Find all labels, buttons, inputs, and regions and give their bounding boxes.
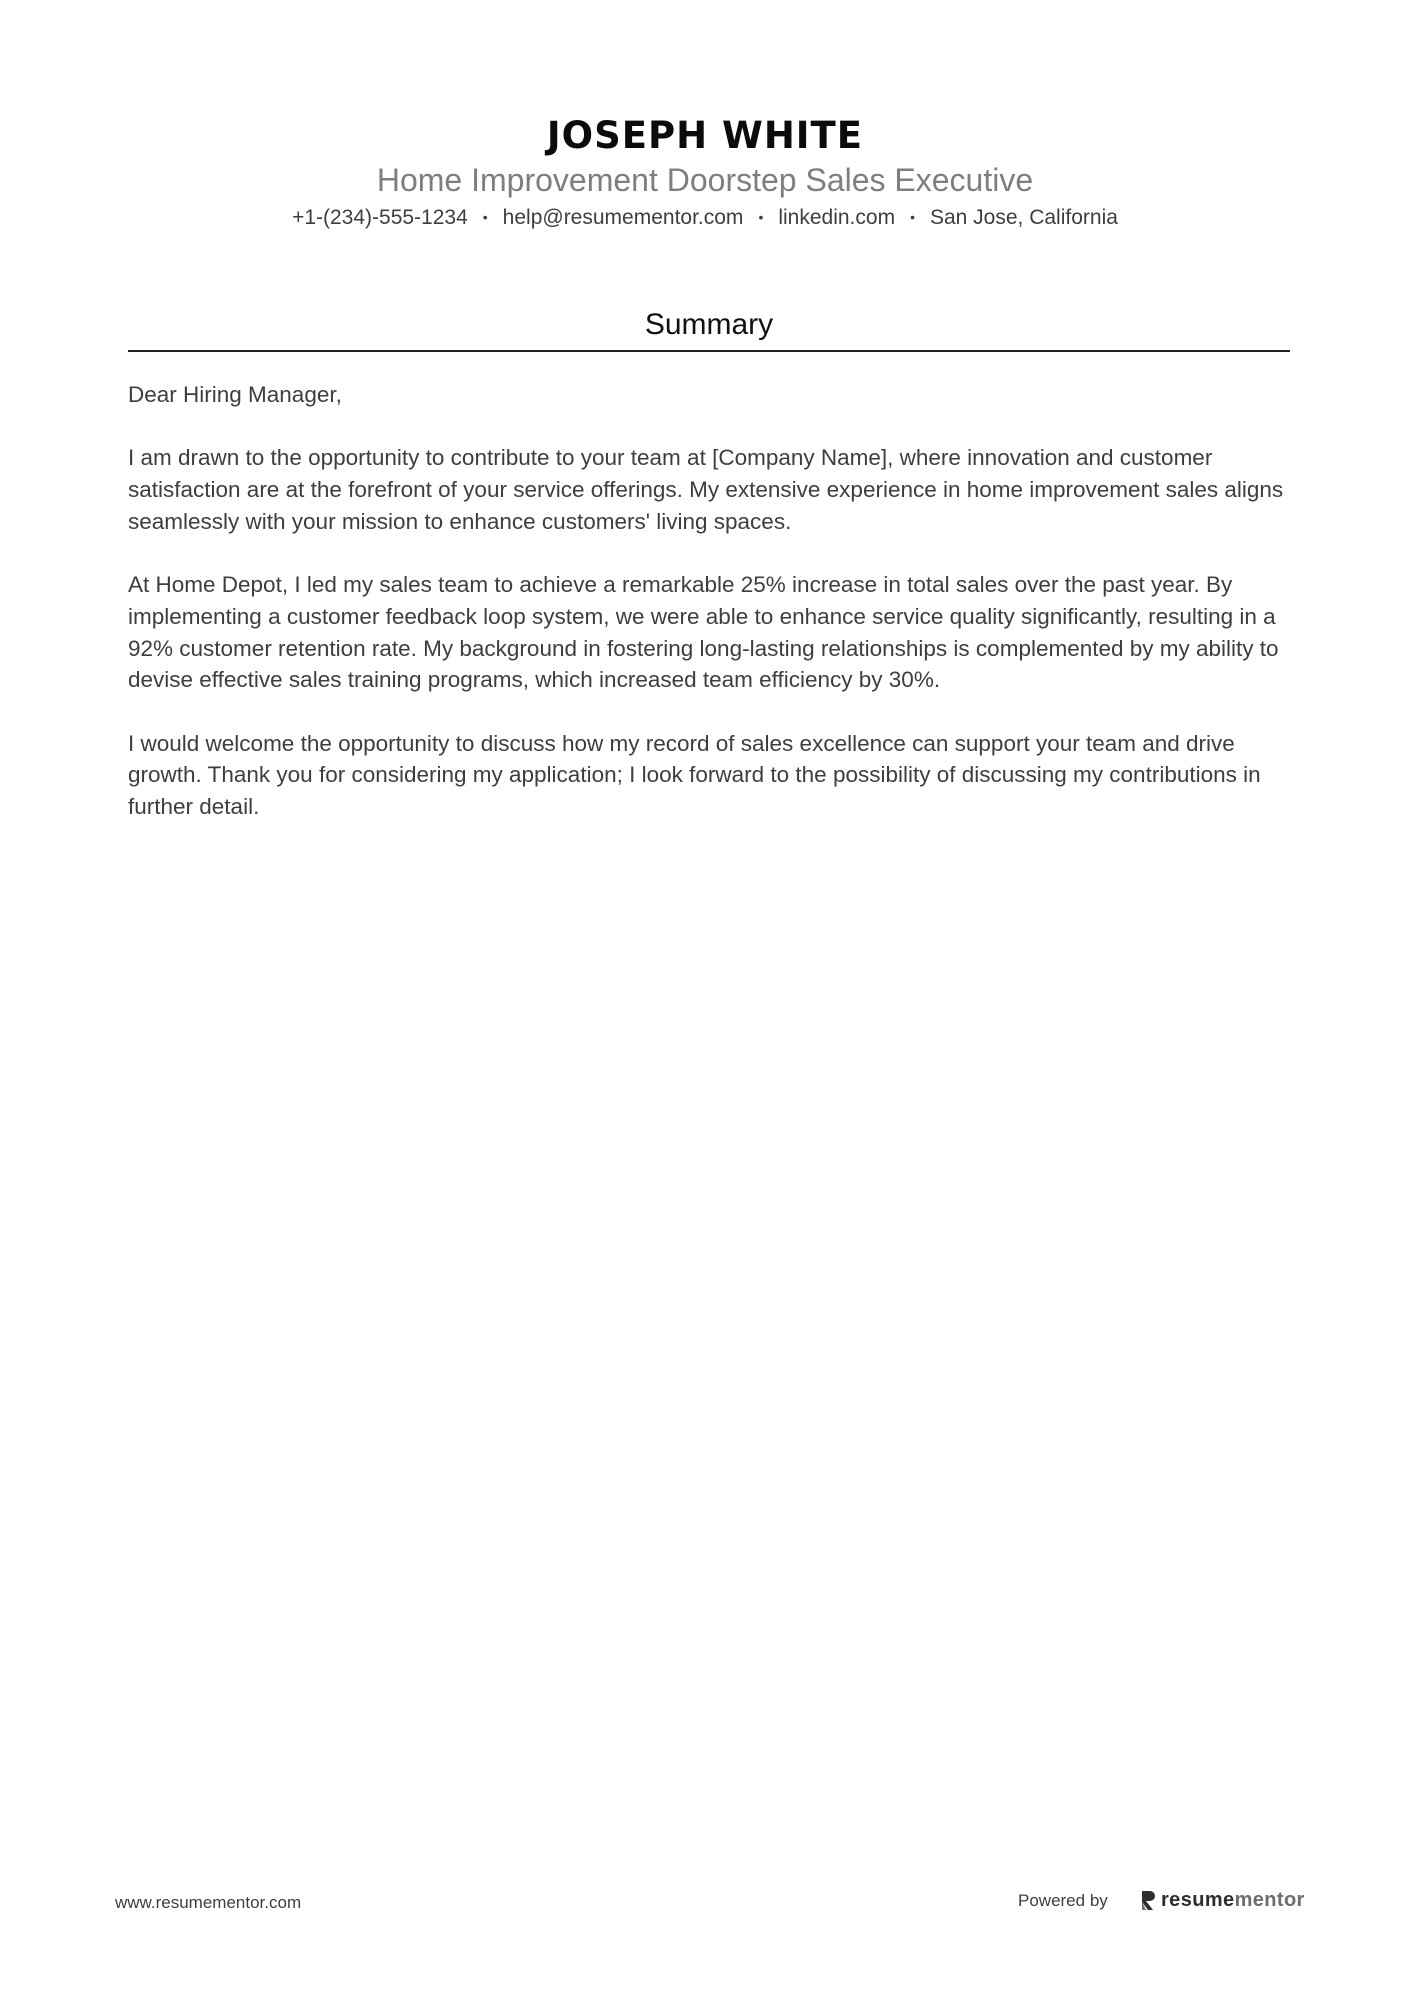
brand-wordmark-part2: mentor (1234, 1888, 1305, 1911)
contact-line (0, 202, 1410, 233)
contact-linkedin[interactable]: linkedin.com (778, 206, 896, 229)
brand-logo[interactable] (1140, 1887, 1305, 1913)
letter-paragraph: I am drawn to the opportunity to contribute to your team at [Company Name], where innovation and customer satisfaction are at the forefront of your service offerings. My extensive experience in home improvement sales aligns seamlessly with your mission to enhance customers' living spaces. (128, 445, 1284, 534)
contact-phone[interactable]: +1-(234)-555-1234 (292, 206, 468, 229)
section-title-summary: Summary (644, 308, 774, 341)
letter-paragraph: I would welcome the opportunity to discuss how my record of sales excellence can support your team and drive growth. Thank you for considering my application; I look forward to the possibility of discussing my contributions in further detail. (128, 730, 1261, 820)
letter-salutation: Dear Hiring Manager, (128, 382, 342, 407)
contact-location: San Jose, California (929, 206, 1118, 229)
footer-website-link[interactable]: www.resumementor.com (115, 1893, 302, 1912)
contact-email[interactable]: help@resumementor.com (502, 206, 744, 229)
resumementor-logo-icon (1140, 1890, 1156, 1911)
resume-header (0, 112, 1410, 233)
powered-by-label: Powered by (1018, 1891, 1108, 1910)
brand-wordmark-part1: resume (1161, 1888, 1235, 1911)
candidate-name: JOSEPH WHITE (546, 114, 864, 157)
brand-wordmark (1161, 1889, 1305, 1912)
cover-letter-body (128, 379, 1293, 854)
contact-separator: • (910, 209, 915, 225)
contact-separator: • (482, 209, 488, 225)
letter-paragraph: At Home Depot, I led my sales team to achieve a remarkable 25% increase in total sales over the past year. By implementing a customer feedback loop system, we were able to enhance service quality significantly, resulting in a 92% customer retention rate. My background in fostering long-lasting relationships is complemented by my ability to devise effective sales training programs, which increased team efficiency by 30%. (128, 572, 1279, 693)
section-divider (128, 350, 1290, 352)
contact-separator: • (758, 209, 764, 225)
job-title: Home Improvement Doorstep Sales Executive (376, 162, 1034, 198)
